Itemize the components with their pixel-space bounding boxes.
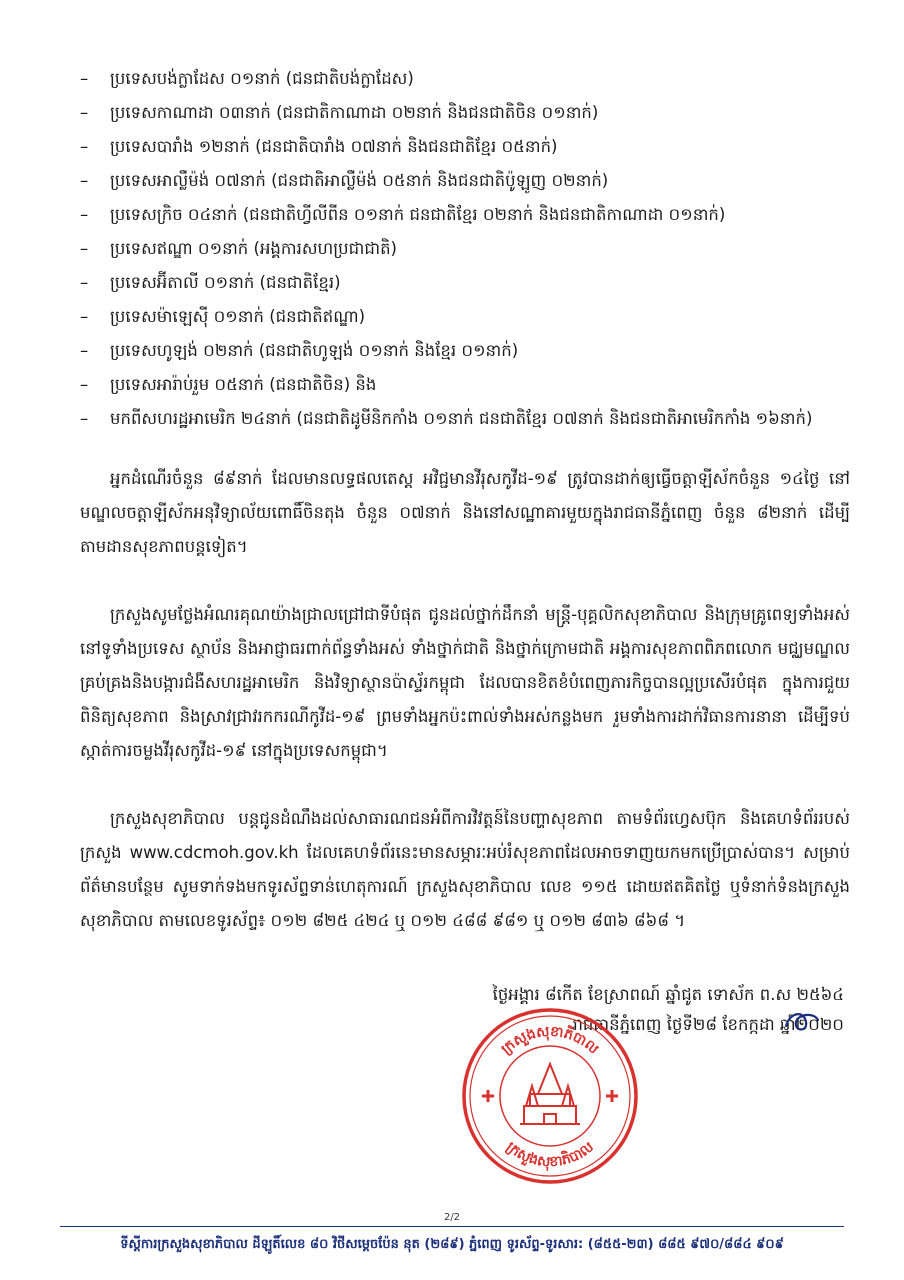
list-item-text: ប្រទេសម៉ាឡេស៊ី ០១នាក់ (ជនជាតិឥណ្ឌា): [110, 307, 366, 326]
list-item: – ប្រទេសក្រិច ០៤នាក់ (ជនជាតិហ្វីលីពីន ០១នាក់ ជនជាតិខ្មែរ ០២នាក់ និងជនជាតិកាណាដា ០១នាក់): [80, 198, 850, 232]
ministry-address-footer: ទីស្តីការក្រសួងសុខាភិបាល ដីឡូតិ៍លេខ ៨០ វិថីសម្តេចប៉ែន នុត (២៨៩) ភ្នំពេញ ទូរស័ព្ទ-ទូរសារ: (៨៥៥-២៣) ៨៨៥ ៩៧០/៨៨៤ ៩០៩: [120, 1237, 784, 1252]
list-item-text: ប្រទេសបារាំង ១២នាក់ (ជនជាតិបារាំង ០៧នាក់ និងជនជាតិខ្មែរ ០៥នាក់): [110, 137, 558, 156]
list-item: – ប្រទេសហូឡង់ ០២នាក់ (ជនជាតិហូឡង់ ០១នាក់ និងខ្មែរ ០១នាក់): [80, 334, 850, 368]
list-item-text: ប្រទេសបង់ក្លាដែស ០១នាក់ (ជនជាតិបង់ក្លាដែស): [110, 69, 414, 88]
list-item-text: ប្រទេសអារ៉ាប់រួម ០៥នាក់ (ជនជាតិចិន) និង: [110, 375, 377, 394]
page-number: 2/2: [443, 1212, 461, 1223]
seal-bottom-text: ក្រសួងសុខាភិបាល: [503, 1139, 597, 1171]
list-item: – ប្រទេសអ៊ីតាលី ០១នាក់ (ជនជាតិខ្មែរ): [80, 266, 850, 300]
thanks-paragraph: ក្រសួងសូមថ្លែងអំណរគុណយ៉ាងជ្រាលជ្រៅជាទីបំផុត ជូនដល់ថ្នាក់ដឹកនាំ មន្ត្រី-បុគ្គលិកសុខាភិបាល និងក្រុមគ្រូពេទ្យទាំងអស់នៅទូទាំងប្រទេស ស្ថាប័ន និងអាជ្ញាធរពាក់ព័ន្ធទាំងអស់ ទាំងថ្នាក់ជាតិ និងថ្នាក់ក្រោមជាតិ អង្គការសុខភាពពិភពលោក មជ្ឈមណ្ឌលគ្រប់គ្រងនិងបង្ការជំងឺសហរដ្ឋអាមេរិក និងវិទ្យាស្ថានប៉ាស្ទ័រកម្ពុជា ដែលបានខិតខំបំពេញភារកិច្ចបានល្អប្រសើរបំផុត ក្នុងការជួយពិនិត្យសុខភាព និងស្រាវជ្រាវរកករណីកូវីដ-១៩ ព្រមទាំងអ្នកប៉ះពាល់ទាំងអស់កន្លងមក រួមទាំងការដាក់វិធានការនានា ដើម្បីទប់ស្កាត់ការចម្លងវីរុសកូវីដ-១៩ នៅក្នុងប្រទេសកម្ពុជា។: [80, 605, 850, 760]
list-item-text: មកពីសហរដ្ឋអាមេរិក ២៤នាក់ (ជនជាតិដូមីនិកកាំង ០១នាក់ ជនជាតិខ្មែរ ០៧នាក់ និងជនជាតិអាមេរិកកាំង ១៦នាក់): [110, 409, 813, 428]
lunar-date: ថ្ងៃអង្គារ ៨កើត ខែស្រាពណ៍ ឆ្នាំជូត ទោស័ក ព.ស ២៥៦៤: [492, 985, 844, 1004]
ministry-seal: [460, 1006, 640, 1186]
list-item: – ប្រទេសអាល្លឺម៉ង់ ០៧នាក់ (ជនជាតិអាល្លឺម៉ង់ ០៥នាក់ និងជនជាតិប៉ូឡូញ ០២នាក់): [80, 164, 850, 198]
signature-mark: [782, 1006, 822, 1036]
footer-divider: [60, 1226, 844, 1227]
seal-top-text: ក្រសួងសុខាភិបាល: [498, 1023, 602, 1058]
list-item-text: ប្រទេសឥណ្ឌា ០១នាក់ (អង្គការសហប្រជាជាតិ): [110, 239, 397, 258]
list-item-text: ប្រទេសកាណាដា ០៣នាក់ (ជនជាតិកាណាដា ០២នាក់ និងជនជាតិចិន ០១នាក់): [110, 103, 599, 122]
list-item: – ប្រទេសម៉ាឡេស៊ី ០១នាក់ (ជនជាតិឥណ្ឌា): [80, 300, 850, 334]
solar-date: រាជធានីភ្នំពេញ ថ្ងៃទី២៨ ខែកក្កដា ឆ្នាំ២០២០: [572, 1015, 844, 1034]
red-cross-icon: [482, 1090, 618, 1102]
list-item: – ប្រទេសអារ៉ាប់រួម ០៥នាក់ (ជនជាតិចិន) និង: [80, 368, 850, 402]
list-item: – ប្រទេសកាណាដា ០៣នាក់ (ជនជាតិកាណាដា ០២នាក់ និងជនជាតិចិន ០១នាក់): [80, 96, 850, 130]
angkor-temple-icon: [520, 1064, 580, 1124]
list-item: – ប្រទេសបារាំង ១២នាក់ (ជនជាតិបារាំង ០៧នាក់ និងជនជាតិខ្មែរ ០៥នាក់): [80, 130, 850, 164]
list-item: – ប្រទេសឥណ្ឌា ០១នាក់ (អង្គការសហប្រជាជាតិ): [80, 232, 850, 266]
country-list: [80, 62, 850, 436]
list-item: – ប្រទេសបង់ក្លាដែស ០១នាក់ (ជនជាតិបង់ក្លាដែស): [80, 62, 850, 96]
contact-paragraph: ក្រសួងសុខាភិបាល បន្តជូនដំណឹងដល់សាធារណជនអំពីការវិវត្តន៍នៃបញ្ហាសុខភាព តាមទំព័រហ្វេសប៊ុក និងគេហទំព័ររបស់ក្រសួង www.cdcmoh.gov.kh ដែលគេហទំព័រនេះមានសម្ភារៈអប់រំសុខភាពដែលអាចទាញយកមកប្រើប្រាស់បាន។ សម្រាប់ព័ត៌មានបន្ថែម សូមទាក់ទងមកទូរស័ព្ទទាន់ហេតុការណ៍ ក្រសួងសុខាភិបាល លេខ ១១៥ ដោយឥតគិតថ្លៃ ឬទំនាក់ទំនងក្រសួងសុខាភិបាល តាមលេខទូរស័ព្ទ៖ ០១២ ៨២៥ ៤២៤ ឬ ០១២ ៤៨៨ ៩៨១ ឬ ០១២ ៨៣៦ ៨៦៨ ។: [80, 809, 850, 930]
list-item: – មកពីសហរដ្ឋអាមេរិក ២៤នាក់ (ជនជាតិដូមីនិកកាំង ០១នាក់ ជនជាតិខ្មែរ ០៧នាក់ និងជនជាតិអាមេរិកកាំង ១៦នាក់): [80, 402, 850, 436]
quarantine-paragraph: អ្នកដំណើរចំនួន ៨៩នាក់ ដែលមានលទ្ធផលតេស្ត អវិជ្ជមានវីរុសកូវីដ-១៩ ត្រូវបានដាក់ឲ្យធ្វើចត្តាឡីស័កចំនួន ១៤ថ្ងៃ នៅមណ្ឌលចត្តាឡីស័កអនុវិទ្យាល័យពោធិ៍ចិនតុង ចំនួន ០៧នាក់ និងនៅសណ្ឋាគារមួយក្នុងរាជធានីភ្នំពេញ ចំនួន ៨២នាក់ ដើម្បីតាមដានសុខភាពបន្តទៀត។: [80, 469, 850, 556]
list-item-text: ប្រទេសអាល្លឺម៉ង់ ០៧នាក់ (ជនជាតិអាល្លឺម៉ង់ ០៥នាក់ និងជនជាតិប៉ូឡូញ ០២នាក់): [110, 171, 609, 190]
list-item-text: ប្រទេសក្រិច ០៤នាក់ (ជនជាតិហ្វីលីពីន ០១នាក់ ជនជាតិខ្មែរ ០២នាក់ និងជនជាតិកាណាដា ០១នាក់): [110, 205, 726, 224]
list-item-text: ប្រទេសហូឡង់ ០២នាក់ (ជនជាតិហូឡង់ ០១នាក់ និងខ្មែរ ០១នាក់): [110, 341, 519, 360]
list-item-text: ប្រទេសអ៊ីតាលី ០១នាក់ (ជនជាតិខ្មែរ): [110, 273, 341, 292]
